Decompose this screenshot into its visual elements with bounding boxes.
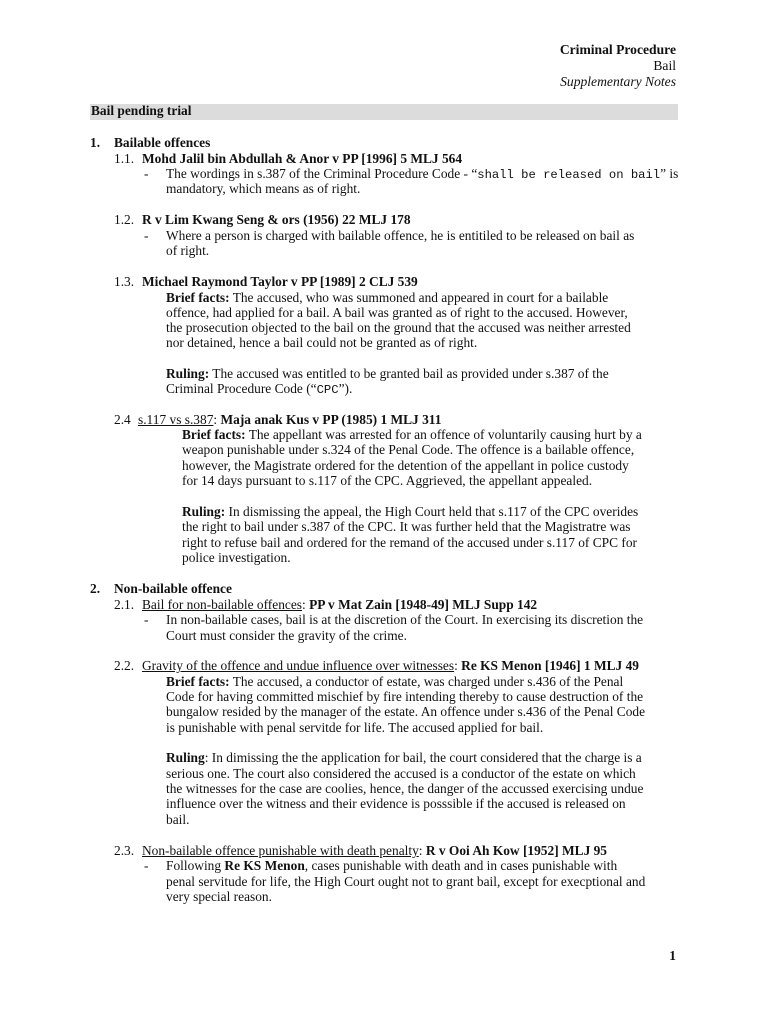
text-span: The accused was entitled to be granted bail as provided under s.387 of the [212,366,609,381]
brief-facts-line: Code for having committed mischief by fire intending thereby to cause destruction of the [166,689,644,704]
case-citation: R v Ooi Ah Kow [1952] MLJ 95 [425,843,608,858]
bullet-text-line: of right. [166,243,210,258]
topic-heading: Non-bailable offence punishable with death penalty [142,843,419,858]
case-number: 1.2. [114,212,135,227]
ruling-label: Ruling: [182,504,226,519]
case-number: 1.3. [114,274,135,289]
case-citation: Michael Raymond Taylor v PP [1989] 2 CLJ 539 [142,274,418,289]
case-citation: R v Lim Kwang Seng & ors (1956) 22 MLJ 178 [142,212,411,227]
abbreviation-text: CPC [316,383,339,397]
text-span: Criminal Procedure Code (“ [166,381,317,396]
ruling-line: right to refuse bail and ordered for the remand of the accused under s.117 of CPC for [182,535,638,550]
text-span: ” is [660,166,679,181]
text-span: : [213,412,218,427]
bullet-text [166,858,617,873]
topic-heading: Bail for non-bailable offences [142,597,303,612]
text-span: The accused, who was summoned and appeared in court for a bailable [232,290,609,305]
ruling-line [166,750,642,765]
ruling-line: the witnesses for the case are coolies, hence, the danger of the accussed exercising undue [166,781,644,796]
bullet-text-line: Court must consider the gravity of the crime. [166,628,407,643]
ruling-line: influence over the witness and their evidence is posssible if the accused is released on [166,796,626,811]
case-heading: Bail for non-bailable offences: PP v Mat Zain [1948-49] MLJ Supp 142 [142,597,538,612]
bullet-dash: - [144,612,149,627]
ruling-line [182,504,638,519]
case-citation: Maja anak Kus v PP (1985) 1 MLJ 311 [220,412,442,427]
bullet-text-line: penal servitude for life, the High Court ought not to grant bail, except for execptional and [166,874,646,889]
ruling-line [166,381,352,398]
text-span: The wordings in s.387 of the Criminal Procedure Code - “ [166,166,478,181]
case-citation: Mohd Jalil bin Abdullah & Anor v PP [1996] 5 MLJ 564 [142,151,463,166]
case-reference: Re KS Menon [224,858,305,873]
heading-non-bailable-offence: Non-bailable offence [114,581,232,596]
ruling-line: the right to bail under s.387 of the CPC. It was further held that the Magistratre was [182,519,631,534]
ruling-line: police investigation. [182,550,291,565]
brief-facts-line [166,674,623,689]
topic-heading: Gravity of the offence and undue influence over witnesses [142,658,455,673]
case-heading: Gravity of the offence and undue influence over witnesses: Re KS Menon [1946] 1 MLJ 49 [142,658,639,673]
text-span: , cases punishable with death and in cases punishable with [304,858,618,873]
case-number: 1.1. [114,151,135,166]
brief-facts-line: offence, had applied for a bail. A bail was granted as of right to the accused. However, [166,305,628,320]
brief-facts-label: Brief facts: [182,427,246,442]
case-heading [138,412,441,427]
brief-facts-line: for 14 days pursuant to s.117 of the CPC. Aggrieved, the appellant appealed. [182,473,593,488]
section-reference: s.117 vs s.387 [138,412,214,427]
ruling-line: serious one. The court also considered the accused is a conductor of the estate on which [166,766,636,781]
bullet-text-line: very special reason. [166,889,272,904]
brief-facts-line: however, the Magistrate ordered for the detention of the appellant in police custody [182,458,629,473]
page-number: 1 [669,948,676,963]
bullet-text: Where a person is charged with bailable offence, he is entitiled to be released on bail as [166,228,635,243]
brief-facts-label: Brief facts: [166,290,230,305]
case-number: 2.2. [114,658,135,673]
quoted-text: shall be released on bail [477,168,661,182]
brief-facts-label: Brief facts: [166,674,230,689]
text-span: ”). [338,381,353,396]
ruling-line [166,366,609,381]
text-span: In dismissing the appeal, the High Court held that s.117 of the CPC overides [228,504,639,519]
section-heading-bar [90,104,678,120]
brief-facts-line: bungalow resided by the manager of the estate. An offence under s.436 of the Penal Code [166,704,646,719]
page-header [560,42,676,90]
ruling-label: Ruling: [166,366,210,381]
text-span: The accused, a conductor of estate, was charged under s.436 of the Penal [232,674,624,689]
text-span: : In dimissing the the application for bail, the court considered that the charge is a [204,750,642,765]
case-number: 2.3. [114,843,135,858]
ruling-line: bail. [166,812,190,827]
heading-number: 2. [90,581,101,596]
case-number: 2.4 [114,412,131,427]
header-title: Criminal Procedure [559,42,676,57]
brief-facts-line [182,427,642,442]
case-citation: PP v Mat Zain [1948-49] MLJ Supp 142 [309,597,538,612]
ruling-label: Ruling [166,750,205,765]
case-citation: Re KS Menon [1946] 1 MLJ 49 [461,658,639,673]
case-heading: Non-bailable offence punishable with death penalty: R v Ooi Ah Kow [1952] MLJ 95 [142,843,608,858]
header-subtitle-notes: Supplementary Notes [560,74,676,89]
brief-facts-line: weapon punishable under s.324 of the Penal Code. The offence is a bailable offence, [182,442,635,457]
brief-facts-line: the prosecution objected to the bail on the ground that the accused was neither arrested [166,320,631,335]
bullet-dash: - [144,228,149,243]
bullet-text-line: mandatory, which means as of right. [166,181,361,196]
heading-number: 1. [90,135,101,150]
section-heading: Bail pending trial [91,103,192,118]
brief-facts-line: nor detained, hence a bail could not be granted as of right. [166,335,478,350]
brief-facts-line [166,290,608,305]
text-span: Following [166,858,222,873]
header-subtitle: Bail [653,58,676,73]
case-number: 2.1. [114,597,135,612]
text-span: The appellant was arrested for an offence of voluntarily causing hurt by a [248,427,642,442]
bullet-dash: - [144,858,149,873]
brief-facts-line: is punishable with penal servitde for life. The accused applied for bail. [166,720,544,735]
bullet-dash: - [144,166,149,181]
heading-bailable-offences: Bailable offences [114,135,211,150]
bullet-text: In non-bailable cases, bail is at the discretion of the Court. In exercising its discretion the [166,612,644,627]
